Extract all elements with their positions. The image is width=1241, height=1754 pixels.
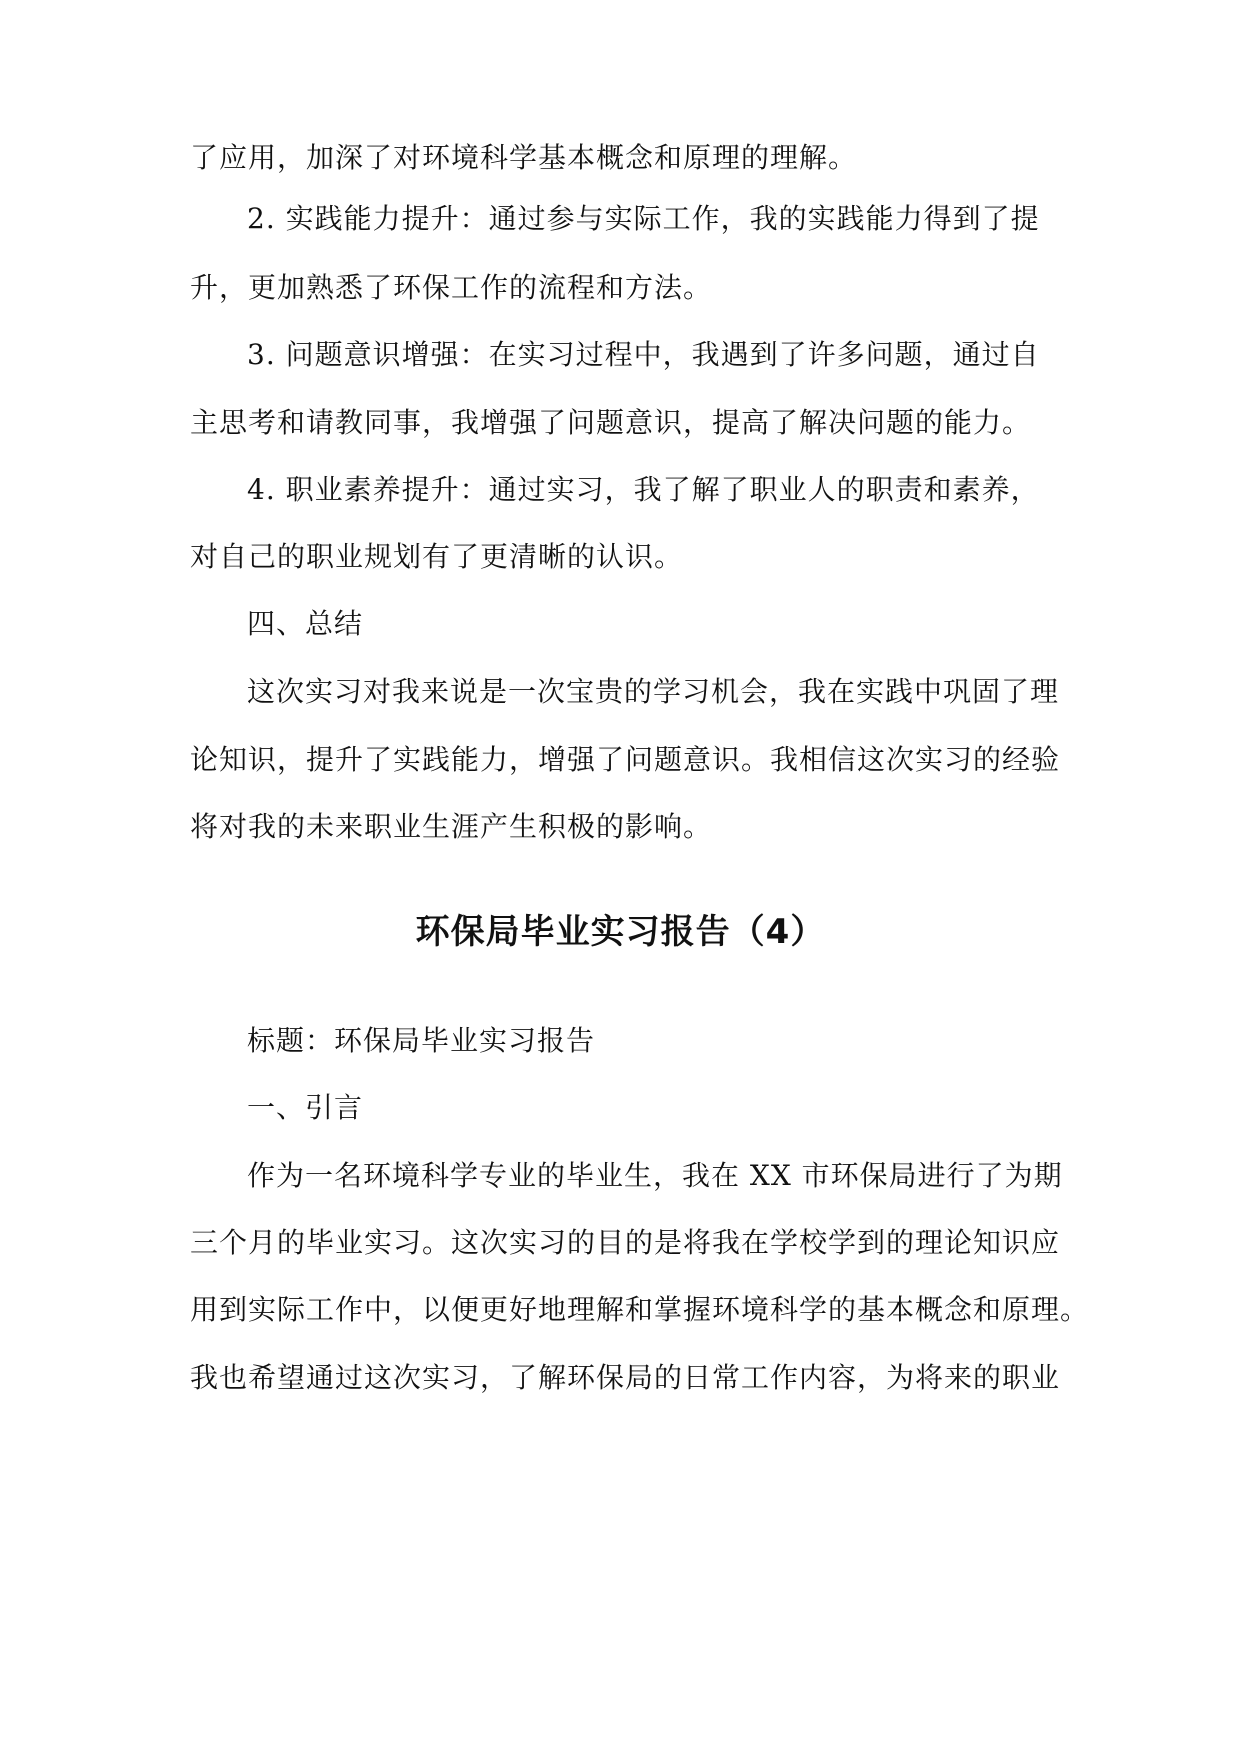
paragraph-line: 对自己的职业规划有了更清晰的认识。 <box>190 540 684 573</box>
report-subject-line: 标题：环保局毕业实习报告 <box>247 1024 596 1057</box>
paragraph-line: 将对我的未来职业生涯产生积极的影响。 <box>190 810 713 843</box>
paragraph-line: 主思考和请教同事，我增强了问题意识，提高了解决问题的能力。 <box>190 406 1032 439</box>
paragraph-line: 3. 问题意识增强：在实习过程中，我遇到了许多问题，通过自 <box>247 338 1040 371</box>
section-heading: 四、总结 <box>247 607 364 640</box>
paragraph-line: 三个月的毕业实习。这次实习的目的是将我在学校学到的理论知识应 <box>190 1226 1061 1259</box>
paragraph-line: 我也希望通过这次实习，了解环保局的日常工作内容，为将来的职业 <box>190 1361 1061 1394</box>
paragraph-line: 升，更加熟悉了环保工作的流程和方法。 <box>190 271 713 304</box>
report-title: 环保局毕业实习报告（4） <box>415 912 826 952</box>
section-heading: 一、引言 <box>247 1091 364 1124</box>
paragraph-line: 论知识，提升了实践能力，增强了问题意识。我相信这次实习的经验 <box>190 743 1061 776</box>
paragraph-line: 4. 职业素养提升：通过实习，我了解了职业人的职责和素养， <box>247 473 1040 506</box>
paragraph-line: 用到实际工作中，以便更好地理解和掌握环境科学的基本概念和原理。 <box>190 1293 1090 1326</box>
paragraph-line: 了应用，加深了对环境科学基本概念和原理的理解。 <box>190 141 858 174</box>
paragraph-line: 2. 实践能力提升：通过参与实际工作，我的实践能力得到了提 <box>247 202 1040 235</box>
paragraph-line: 作为一名环境科学专业的毕业生，我在 XX 市环保局进行了为期 <box>247 1159 1063 1192</box>
paragraph-line: 这次实习对我来说是一次宝贵的学习机会，我在实践中巩固了理 <box>247 675 1060 708</box>
